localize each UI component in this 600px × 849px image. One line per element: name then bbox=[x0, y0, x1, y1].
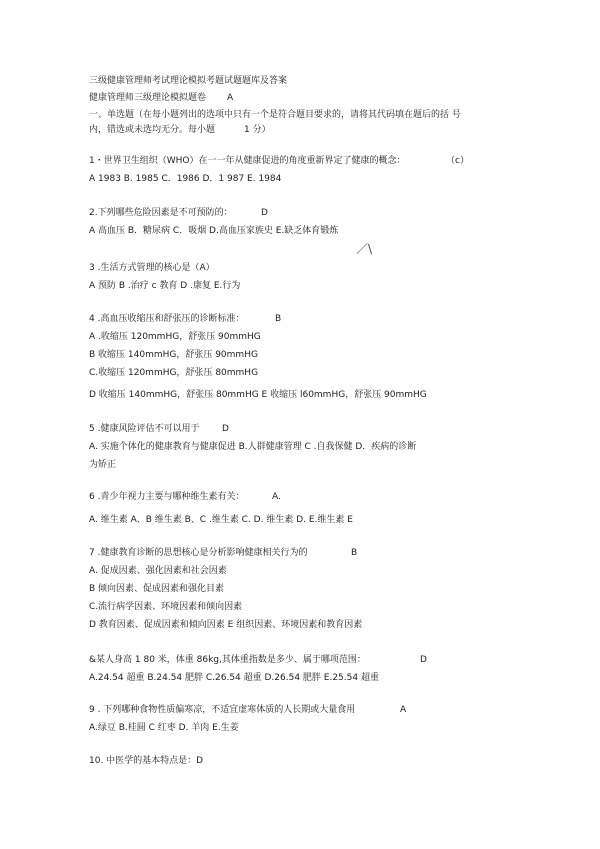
options-2: A 高血压 B．糖尿病 C．吸烟 D.高血压家族史 E.缺乏体育锻炼 bbox=[89, 226, 339, 236]
options-4-a: A .收缩压 120mmHG，舒张压 90mmHG bbox=[89, 332, 261, 342]
question-5: 5 .健康风险评估不可以用于 bbox=[89, 424, 200, 434]
answer-2: D bbox=[261, 208, 268, 218]
options-7-c: C.流行病学因素、环境因素和倾向因素 bbox=[89, 602, 243, 612]
answer-9: A bbox=[400, 705, 407, 715]
options-8: A.24.54 超重 B.24.54 肥胖 C.26.54 超重 D.26.54 肥胖 E.25.54 超重 bbox=[89, 673, 379, 683]
question-6: 6 .青少年视力主要与哪种维生素有关： bbox=[89, 492, 245, 502]
question-9: 9 . 下列哪种食物性质偏寒凉，不适宜虚寒体质的人长期或大量食用 bbox=[89, 705, 356, 715]
options-9: A.绿豆 B.桂圆 C 红枣 D. 羊肉 E.生姜 bbox=[89, 723, 239, 733]
options-7-b: B 倾向因素、促成因素和强化目素 bbox=[89, 584, 225, 594]
instructions-line-1: 一、单选题（在每小题列出的选项中只有一个是符合题目要求的，请将其代码填在题后的括 号 bbox=[89, 110, 461, 120]
document-title: 三级健康管理师考试理论模拟考题试题题库及答案 bbox=[89, 76, 288, 86]
options-4-d: D 收缩压 140mmHG，舒张压 80mmHG E 收缩压 l60mmHG，舒张压 90mmHG bbox=[89, 390, 427, 400]
instructions-line-2: 内，错选或未选均无分。每小题 bbox=[89, 125, 216, 135]
options-7-d: D 教育因素、促成因素和傾向因素 E 组织因素、环境因素和教育因素 bbox=[89, 620, 363, 630]
options-7-a: A. 促成因素、强化因素和社会因素 bbox=[89, 566, 227, 576]
answer-1: （c） bbox=[446, 156, 469, 166]
answer-8: D bbox=[420, 655, 427, 665]
question-8: &某人身高 1 80 米，体重 86kg,其体重指数是多少、属于哪项范围： bbox=[89, 655, 366, 665]
question-1: 1・世界卫生组织（WHO）在一一年从健康促进的角度重新界定了健康的概念： bbox=[89, 156, 406, 166]
options-5-b: 为矫正 bbox=[89, 460, 117, 470]
stray-mark: ／\ bbox=[356, 242, 373, 256]
question-4: 4 .高血压收缩压和舒张压的诊断标准： bbox=[89, 314, 245, 324]
question-10: 10. 中医学的基本特点是：D bbox=[89, 756, 204, 766]
options-5-a: A. 实施个体化的健康教育与健康促进 B.人群健康管理 C .自我保健 D．疾病的诊断 bbox=[89, 442, 417, 452]
options-1: A 1983 B. 1985 C．1986 D．1 987 E. 1984 bbox=[89, 174, 282, 184]
options-4-c: C.收缩压 120mmHG，舒张压 80mmHG bbox=[89, 368, 259, 378]
answer-7: B bbox=[351, 548, 358, 558]
subtitle-tag: A bbox=[227, 93, 234, 103]
options-6: A. 维生素 A、B 维生素 B、C .维生素 C. D. 维生素 D. E.维生素 E bbox=[89, 515, 353, 525]
answer-4: B bbox=[275, 314, 282, 324]
options-3: A 预防 B .治疗 c 教育 D .康复 E.行为 bbox=[89, 281, 241, 291]
answer-6: A. bbox=[272, 492, 281, 502]
question-7: 7 .健康教育诊断的思想核心是分析影响健康相关行为的 bbox=[89, 548, 308, 558]
document-subtitle: 健康管理师三级理论模拟题卷 bbox=[89, 93, 207, 103]
options-4-b: B 收缩压 140mmHG，舒张压 90mmHG bbox=[89, 350, 258, 360]
instructions-score: 1 分） bbox=[244, 125, 271, 135]
question-2: 2.下列哪些危险因素是不可预防的： bbox=[89, 208, 233, 218]
question-3: 3 .生活方式管理的核心是（A） bbox=[89, 263, 215, 273]
answer-5: D bbox=[222, 424, 229, 434]
